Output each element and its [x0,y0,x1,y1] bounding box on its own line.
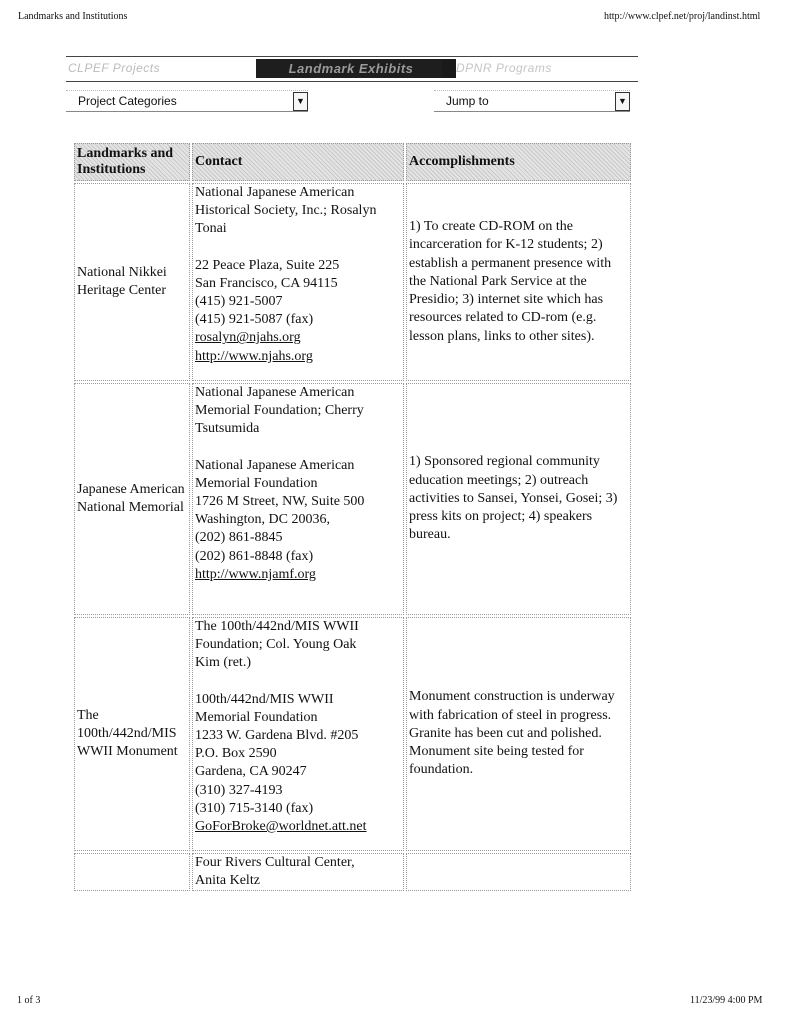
contact-line: 1726 M Street, NW, Suite 500 [195,494,365,510]
contact-line: (202) 861-8848 (fax) [195,548,314,564]
landmark-name [74,853,190,891]
contact-line: Memorial Foundation [195,709,318,725]
contact-line: Four Rivers Cultural Center, [195,855,355,870]
contact-line: Gardena, CA 90247 [195,764,307,780]
nav-bar [66,56,638,82]
nav-rule-top [66,56,638,57]
contact-line: (415) 921-5087 (fax) [195,312,314,328]
column-header-landmarks: Landmarks and Institutions [74,143,190,181]
table-row [74,853,631,891]
nav-tab-landmark-exhibits[interactable] [256,59,446,78]
nav-tab-active-label: Landmark Exhibits [288,61,414,76]
email-link[interactable]: GoForBroke@worldnet.att.net [195,819,367,835]
contact-line: National Japanese American [195,457,355,473]
email-link[interactable]: rosalyn@njahs.org [195,330,301,346]
contact-line: Memorial Foundation; Cherry [195,403,364,419]
accomplishments-cell: Monument construction is underway with fabrication of steel in progress. Granite has been cut and polished. Monument site being tested for foundation. [406,617,631,851]
accomplishments-cell [406,853,631,891]
table-row [74,617,631,851]
contact-line: (310) 327-4193 [195,782,283,798]
landmark-name: National Nikkei Heritage Center [74,183,190,381]
contact-line: National Japanese American [195,385,355,400]
column-header-contact: Contact [192,143,404,181]
contact-line: (310) 715-3140 (fax) [195,800,314,816]
print-footer-page: 1 of 3 [17,995,41,1006]
accomplishments-cell: 1) To create CD-ROM on the incarceration for K-12 students; 2) establish a permanent presence with the National Park Service at the Presidio; 3) internet site which has resources related to CD-rom (e.g. lesson plans, links to other sites). [406,183,631,381]
contact-line: 1233 W. Gardena Blvd. #205 [195,728,359,744]
chevron-down-icon[interactable]: ▼ [293,92,308,111]
landmark-name: The 100th/442nd/MIS WWII Monument [74,617,190,851]
table-row [74,183,631,381]
nav-rule-bottom [66,81,638,82]
landmarks-table [72,141,633,893]
nav-tab-programs-label: DPNR Programs [456,61,552,75]
contact-line: The 100th/442nd/MIS WWII [195,619,359,634]
chevron-down-icon[interactable]: ▼ [615,92,630,111]
contact-line: 22 Peace Plaza, Suite 225 [195,257,340,273]
contact-line: Tonai [195,221,227,237]
contact-cell [192,383,404,615]
contact-line: (202) 861-8845 [195,530,283,546]
nav-tab-programs[interactable] [456,59,636,78]
table-header-row [74,143,631,181]
contact-line: Memorial Foundation [195,475,318,491]
contact-line: Washington, DC 20036, [195,512,330,528]
contact-line: National Japanese American [195,185,355,200]
contact-cell [192,853,404,891]
project-categories-label: Project Categories [78,94,177,108]
jump-to-label: Jump to [446,94,489,108]
website-link[interactable]: http://www.njahs.org [195,348,313,364]
contact-line: Anita Keltz [195,873,260,889]
contact-line: Tsutsumida [195,421,260,437]
contact-line: Historical Society, Inc.; Rosalyn [195,203,377,219]
table-row [74,383,631,615]
print-header-title: Landmarks and Institutions [18,11,128,22]
print-footer-datetime: 11/23/99 4:00 PM [690,995,763,1006]
contact-line: (415) 921-5007 [195,294,283,310]
landmark-name: Japanese American National Memorial [74,383,190,615]
website-link[interactable]: http://www.njamf.org [195,566,316,582]
contact-line: P.O. Box 2590 [195,746,277,762]
contact-line: Kim (ret.) [195,655,251,671]
project-categories-select[interactable] [66,90,308,112]
column-header-accomplishments: Accomplishments [406,143,631,181]
nav-tab-projects[interactable]: CLPEF Projects [68,61,161,75]
contact-line: 100th/442nd/MIS WWII [195,691,334,707]
nav-tab-divider [442,59,456,78]
contact-cell [192,183,404,381]
contact-line: San Francisco, CA 94115 [195,275,338,291]
print-header-url: http://www.clpef.net/proj/landinst.html [604,11,761,22]
contact-line: Foundation; Col. Young Oak [195,637,357,653]
jump-to-select[interactable] [434,90,630,112]
contact-cell [192,617,404,851]
accomplishments-cell: 1) Sponsored regional community education meetings; 2) outreach activities to Sansei, Yonsei, Gosei; 3) press kits on project; 4) speakers bureau. [406,383,631,615]
